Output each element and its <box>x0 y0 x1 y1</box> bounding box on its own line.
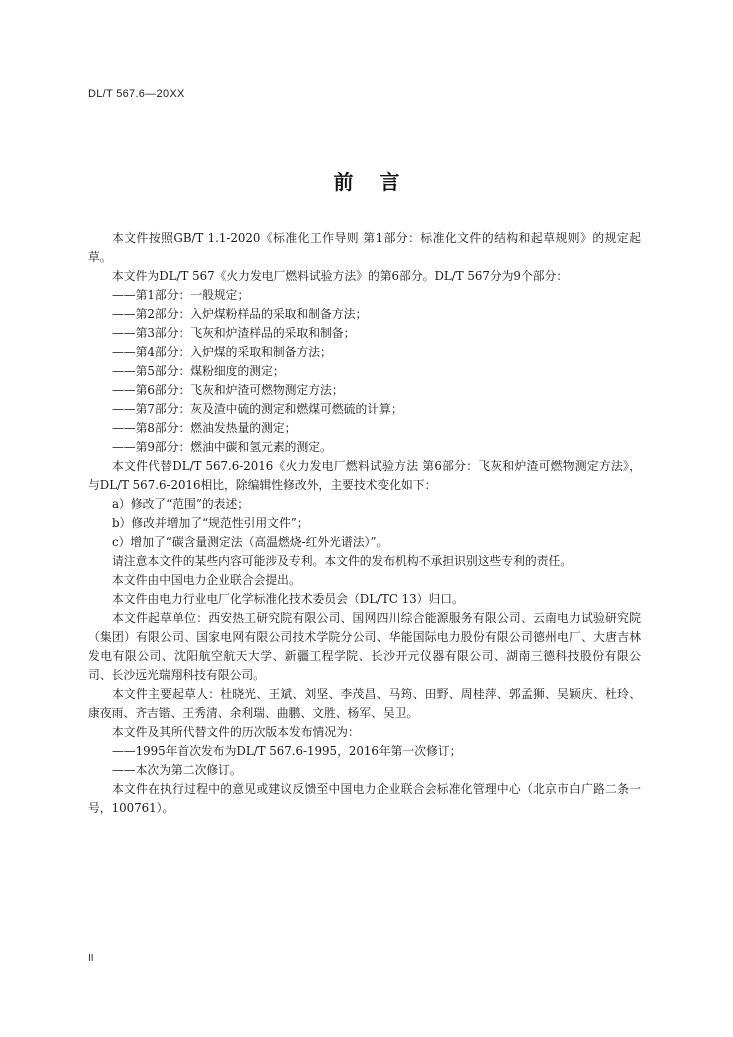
paragraph-committee: 本文件由电力行业电厂化学标准化技术委员会（DL/TC 13）归口。 <box>112 592 464 606</box>
paragraph-proposer: 本文件由中国电力企业联合会提出。 <box>112 573 301 587</box>
list-item-part-3: ——第3部分：飞灰和炉渣样品的采取和制备； <box>112 326 356 340</box>
list-item-part-6: ——第6部分：飞灰和炉渣可燃物测定方法； <box>112 383 344 397</box>
paragraph-drafters: 本文件主要起草人：杜晓光、王斌、刘坚、李茂昌、马筠、田野、周桂萍、郭孟狮、吴颖庆、杜玲、康夜雨、齐吉锴、王秀清、余利瑞、曲鹏、文胜、杨军、吴卫。 <box>88 687 641 720</box>
list-item-change-c: c）增加了“碳含量测定法（高温燃烧-红外光谱法）”。 <box>112 535 389 549</box>
list-item-part-2: ——第2部分：入炉煤粉样品的采取和制备方法； <box>112 307 368 321</box>
paragraph-history-intro: 本文件及其所代替文件的历次版本发布情况为： <box>112 725 360 739</box>
paragraph-replacement: 本文件代替DL/T 567.6-2016《火力发电厂燃料试验方法 第6部分：飞灰和炉渣可燃物测定方法》，与DL/T 567.6-2016相比，除编辑性修改外，主要技术变化如下： <box>88 459 641 492</box>
list-item-change-a: a）修改了“范围”的表述； <box>112 497 250 511</box>
page-title: 前言 <box>333 170 426 194</box>
list-item-part-8: ——第8部分：燃油发热量的测定； <box>112 421 297 435</box>
list-item-change-b: b）修改并增加了“规范性引用文件”； <box>112 516 309 530</box>
paragraph-part-overview: 本文件为DL/T 567《火力发电厂燃料试验方法》的第6部分。DL/T 567分为9个部分： <box>112 269 569 283</box>
document-code-header: DL/T 567.6—20XX <box>88 88 185 100</box>
list-item-part-9: ——第9部分：燃油中碳和氢元素的测定。 <box>112 440 332 454</box>
paragraph-drafting-units: 本文件起草单位：西安热工研究院有限公司、国网四川综合能源服务有限公司、云南电力试验研究院（集团）有限公司、国家电网有限公司技术学院分公司、华能国际电力股份有限公司德州电厂、大唐吉林发电有限公司、沈阳航空航天大学、新疆工程学院、长沙开元仪器有限公司、湖南三德科技股份有限公司、长沙远光瑞翔科技有限公司。 <box>88 611 641 682</box>
paragraph-drafting-rules: 本文件按照GB/T 1.1-2020《标准化工作导则 第1部分：标准化文件的结构和起草规则》的规定起草。 <box>88 231 641 264</box>
list-item-part-7: ——第7部分：灰及渣中硫的测定和燃煤可燃硫的计算； <box>112 402 403 416</box>
list-item-history-2: ——本次为第二次修订。 <box>112 763 242 777</box>
list-item-part-5: ——第5部分：煤粉细度的测定； <box>112 364 285 378</box>
list-item-history-1: ——1995年首次发布为DL/T 567.6-1995，2016年第一次修订； <box>112 744 462 758</box>
list-item-part-1: ——第1部分：一般规定； <box>112 288 250 302</box>
list-item-part-4: ——第4部分：入炉煤的采取和制备方法； <box>112 345 332 359</box>
paragraph-patent-note: 请注意本文件的某些内容可能涉及专利。本文件的发布机构不承担识别这些专利的责任。 <box>112 554 573 568</box>
foreword-body <box>88 229 641 818</box>
page-number: II <box>88 953 94 964</box>
paragraph-feedback: 本文件在执行过程中的意见或建议反馈至中国电力企业联合会标准化管理中心（北京市白广路二条一号，100761）。 <box>88 782 641 815</box>
